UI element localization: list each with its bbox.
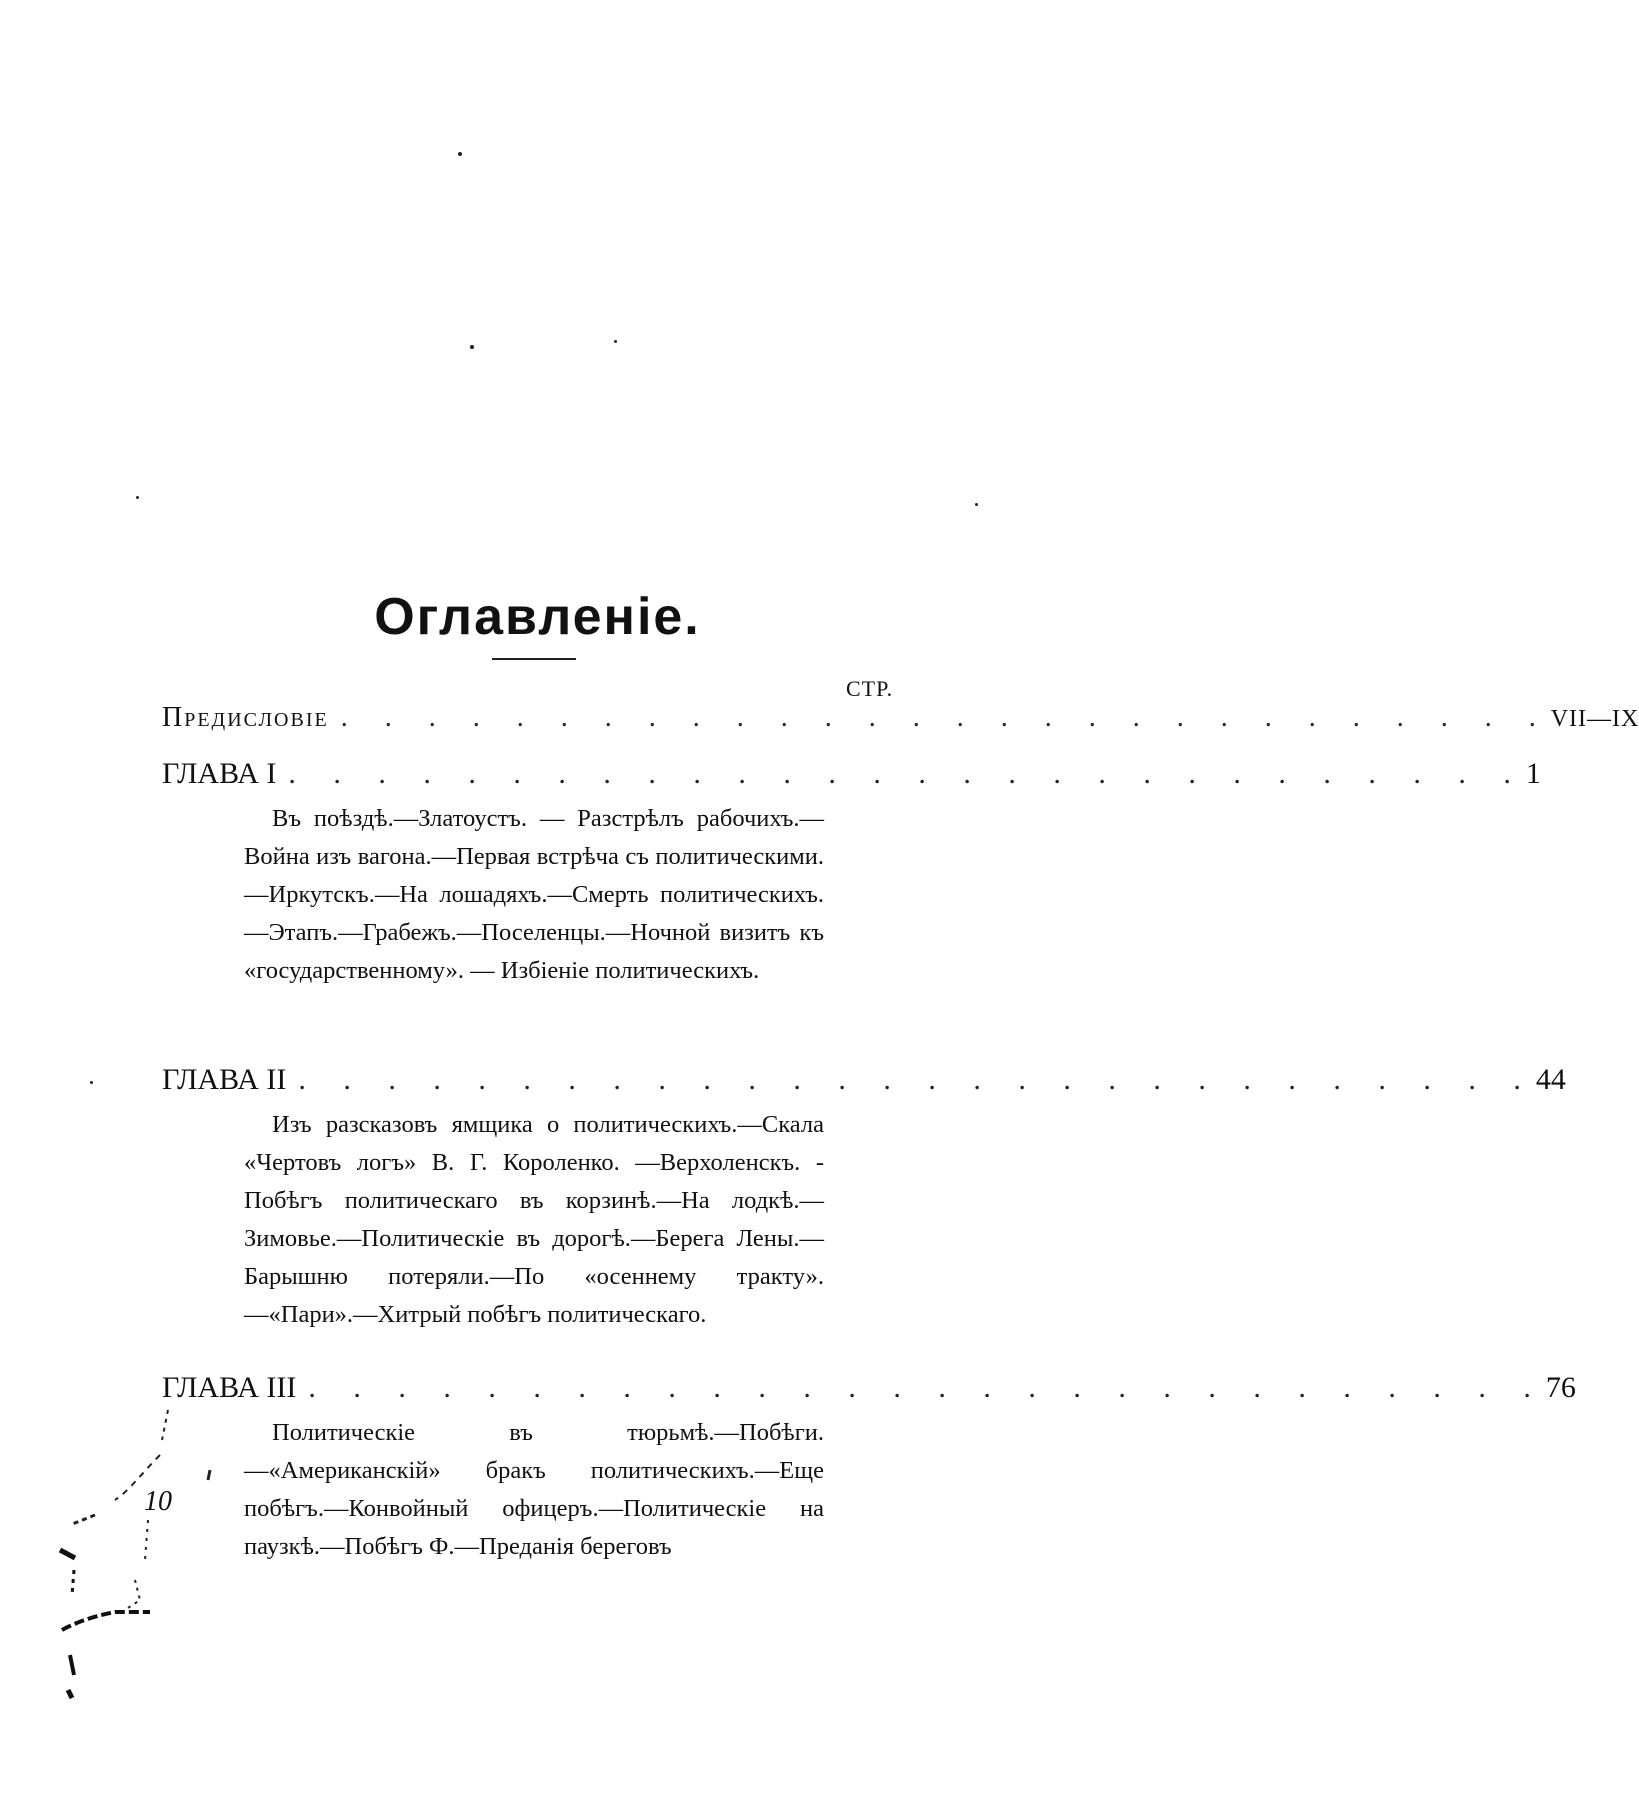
ink-speck: [136, 496, 139, 499]
ink-speck: [458, 152, 462, 156]
ink-speck: [614, 340, 617, 343]
toc-entry-page: VII—IX: [1550, 706, 1639, 732]
dot-leader: . . . . . . . . . . . . . . . . . . . . . . . . . . . .: [340, 702, 1551, 733]
margin-handwritten-number: 10: [144, 1486, 172, 1517]
page-column-label: СТР.: [846, 676, 894, 701]
toc-entry-chapter-2: [162, 1063, 1566, 1097]
toc-entry-heading: Предисловіе: [162, 702, 329, 733]
ink-speck: [470, 345, 474, 349]
title-divider: [492, 658, 576, 660]
dot-leader: . . . . . . . . . . . . . . . . . . . . . . . . . . . .: [298, 1063, 1536, 1096]
chapter-1-summary: Въ поѣздѣ.—Златоустъ. — Разстрѣлъ рабочихъ.—Война изъ вагона.—Первая встрѣча съ политическими.—Иркутскъ.—На лошадяхъ.—Смерть политическихъ.—Этапъ.—Грабежъ.—Поселенцы.—Ночной визитъ къ «государственному». — Избіеніе политическихъ.: [244, 805, 824, 984]
toc-entry-page: 44: [1535, 1063, 1566, 1096]
ink-speck: [90, 1081, 93, 1084]
toc-entry-heading: ГЛАВА I: [162, 757, 277, 790]
toc-entry-preface: [162, 702, 1639, 734]
margin-pencil-marks: [40, 1400, 200, 1700]
page-title: Оглавленіе.: [374, 587, 701, 646]
toc-entry-heading: ГЛАВА III: [162, 1371, 297, 1404]
dot-leader: . . . . . . . . . . . . . . . . . . . . . . . . . . . .: [308, 1371, 1546, 1404]
toc-entry-heading: ГЛАВА II: [162, 1063, 287, 1096]
toc-entry-page: 76: [1545, 1371, 1576, 1404]
toc-entry-chapter-1: [162, 757, 1541, 791]
toc-entry-page: 1: [1525, 757, 1541, 790]
chapter-2-summary: Изъ разсказовъ ямщика о политическихъ.—Скала «Чертовъ логъ» В. Г. Короленко. —Верхоленскъ. - Побѣгъ политическаго въ корзинѣ.—На лодкѣ.—Зимовье.—Политическіе въ дорогѣ.—Берега Лены.—Барышню потеряли.—По «осеннему тракту».—«Пари».—Хитрый побѣгъ политическаго.: [244, 1111, 824, 1328]
ink-speck: [975, 503, 978, 506]
dot-leader: . . . . . . . . . . . . . . . . . . . . . . . . . . . .: [288, 757, 1526, 790]
toc-entry-chapter-3: [162, 1371, 1576, 1405]
chapter-3-summary: Политическіе въ тюрьмѣ.—Побѣги.—«Американскій» бракъ политическихъ.—Еще побѣгъ.—Конвойный офицеръ.—Политическіе на паузкѣ.—Побѣгъ Ф.—Преданія береговъ: [244, 1419, 824, 1560]
